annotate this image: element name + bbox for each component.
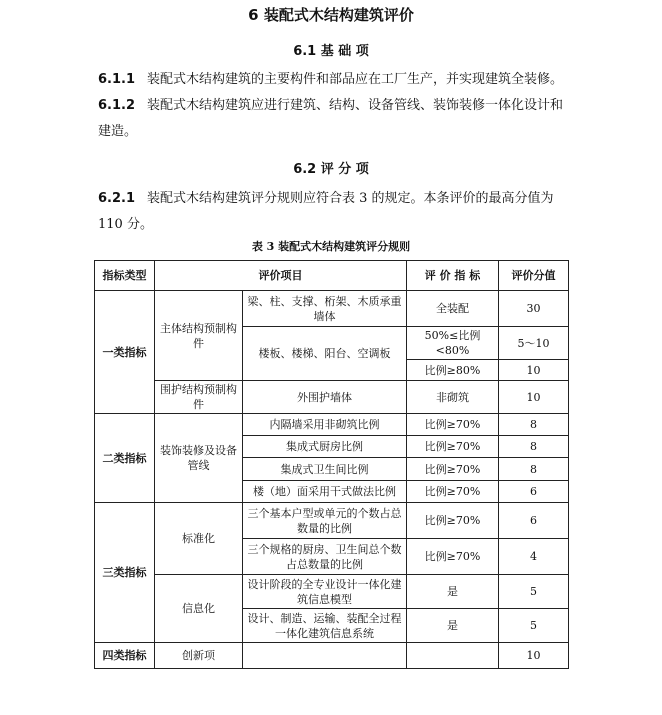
indicator-cell: 是 bbox=[407, 575, 499, 609]
item-cell: 集成式厨房比例 bbox=[243, 436, 407, 458]
category-cell: 一类指标 bbox=[95, 291, 155, 414]
table-row bbox=[95, 575, 569, 609]
item-cell: 楼（地）面采用干式做法比例 bbox=[243, 481, 407, 503]
clause-6-1-1 bbox=[98, 67, 568, 93]
group-cell: 围护结构预制构件 bbox=[155, 381, 243, 414]
table-header-row bbox=[95, 261, 569, 291]
group-cell: 创新项 bbox=[155, 643, 243, 669]
indicator-cell bbox=[407, 643, 499, 669]
scoring-rules-table bbox=[94, 260, 569, 669]
score-cell: 10 bbox=[499, 360, 569, 381]
clause-text: 装配式木结构建筑应进行建筑、结构、设备管线、装饰装修一体化设计和建造。 bbox=[98, 98, 564, 139]
clause-number: 6.2.1 bbox=[98, 191, 136, 206]
group-cell: 装饰装修及设备管线 bbox=[155, 414, 243, 503]
score-cell: 5～10 bbox=[499, 327, 569, 360]
section-title-scoring: 6.2 评 分 项 bbox=[293, 162, 369, 177]
item-cell: 设计阶段的全专业设计一体化建筑信息模型 bbox=[243, 575, 407, 609]
item-cell bbox=[243, 643, 407, 669]
indicator-cell: 是 bbox=[407, 609, 499, 643]
chapter-title: 6 装配式木结构建筑评价 bbox=[248, 6, 414, 24]
indicator-cell: 比例≥70% bbox=[407, 414, 499, 436]
indicator-cell: 比例≥70% bbox=[407, 539, 499, 575]
category-cell: 四类指标 bbox=[95, 643, 155, 669]
indicator-cell: 50%≤比例<80% bbox=[407, 327, 499, 360]
score-cell: 10 bbox=[499, 381, 569, 414]
indicator-cell: 比例≥70% bbox=[407, 436, 499, 458]
item-cell: 楼板、楼梯、阳台、空调板 bbox=[243, 327, 407, 381]
score-cell: 8 bbox=[499, 458, 569, 481]
header-score: 评价分值 bbox=[499, 261, 569, 291]
item-cell: 设计、制造、运输、装配全过程一体化建筑信息系统 bbox=[243, 609, 407, 643]
item-cell: 三个规格的厨房、卫生间总个数占总数量的比例 bbox=[243, 539, 407, 575]
indicator-cell: 比例≥80% bbox=[407, 360, 499, 381]
header-indicator-type: 指标类型 bbox=[95, 261, 155, 291]
score-cell: 6 bbox=[499, 481, 569, 503]
indicator-cell: 全装配 bbox=[407, 291, 499, 327]
score-cell: 10 bbox=[499, 643, 569, 669]
score-cell: 5 bbox=[499, 609, 569, 643]
item-cell: 梁、柱、支撑、桁架、木质承重墙体 bbox=[243, 291, 407, 327]
category-cell: 三类指标 bbox=[95, 503, 155, 643]
indicator-cell: 比例≥70% bbox=[407, 503, 499, 539]
table-row bbox=[95, 414, 569, 436]
clause-6-1-2 bbox=[98, 93, 568, 145]
clause-text: 装配式木结构建筑评分规则应符合表 3 的规定。本条评价的最高分值为 110 分。 bbox=[98, 191, 554, 232]
indicator-cell: 比例≥70% bbox=[407, 458, 499, 481]
score-cell: 8 bbox=[499, 414, 569, 436]
group-cell: 标准化 bbox=[155, 503, 243, 575]
score-cell: 30 bbox=[499, 291, 569, 327]
table-row bbox=[95, 291, 569, 327]
table-row bbox=[95, 381, 569, 414]
section-title-basic: 6.1 基 础 项 bbox=[293, 44, 369, 59]
clause-number: 6.1.2 bbox=[98, 98, 136, 113]
category-cell: 二类指标 bbox=[95, 414, 155, 503]
indicator-cell: 非砌筑 bbox=[407, 381, 499, 414]
score-cell: 6 bbox=[499, 503, 569, 539]
item-cell: 集成式卫生间比例 bbox=[243, 458, 407, 481]
score-cell: 5 bbox=[499, 575, 569, 609]
item-cell: 外围护墙体 bbox=[243, 381, 407, 414]
group-cell: 主体结构预制构件 bbox=[155, 291, 243, 381]
item-cell: 内隔墙采用非砌筑比例 bbox=[243, 414, 407, 436]
header-evaluation-indicator: 评 价 指 标 bbox=[407, 261, 499, 291]
score-cell: 4 bbox=[499, 539, 569, 575]
item-cell: 三个基本户型或单元的个数占总数量的比例 bbox=[243, 503, 407, 539]
clause-6-2-1 bbox=[98, 186, 568, 238]
score-cell: 8 bbox=[499, 436, 569, 458]
table-caption: 表 3 装配式木结构建筑评分规则 bbox=[251, 240, 411, 253]
group-cell: 信息化 bbox=[155, 575, 243, 643]
header-evaluation-item: 评价项目 bbox=[155, 261, 407, 291]
table-row bbox=[95, 503, 569, 539]
clause-number: 6.1.1 bbox=[98, 72, 136, 87]
clause-text: 装配式木结构建筑的主要构件和部品应在工厂生产，并实现建筑全装修。 bbox=[147, 72, 564, 87]
indicator-cell: 比例≥70% bbox=[407, 481, 499, 503]
table-row bbox=[95, 643, 569, 669]
